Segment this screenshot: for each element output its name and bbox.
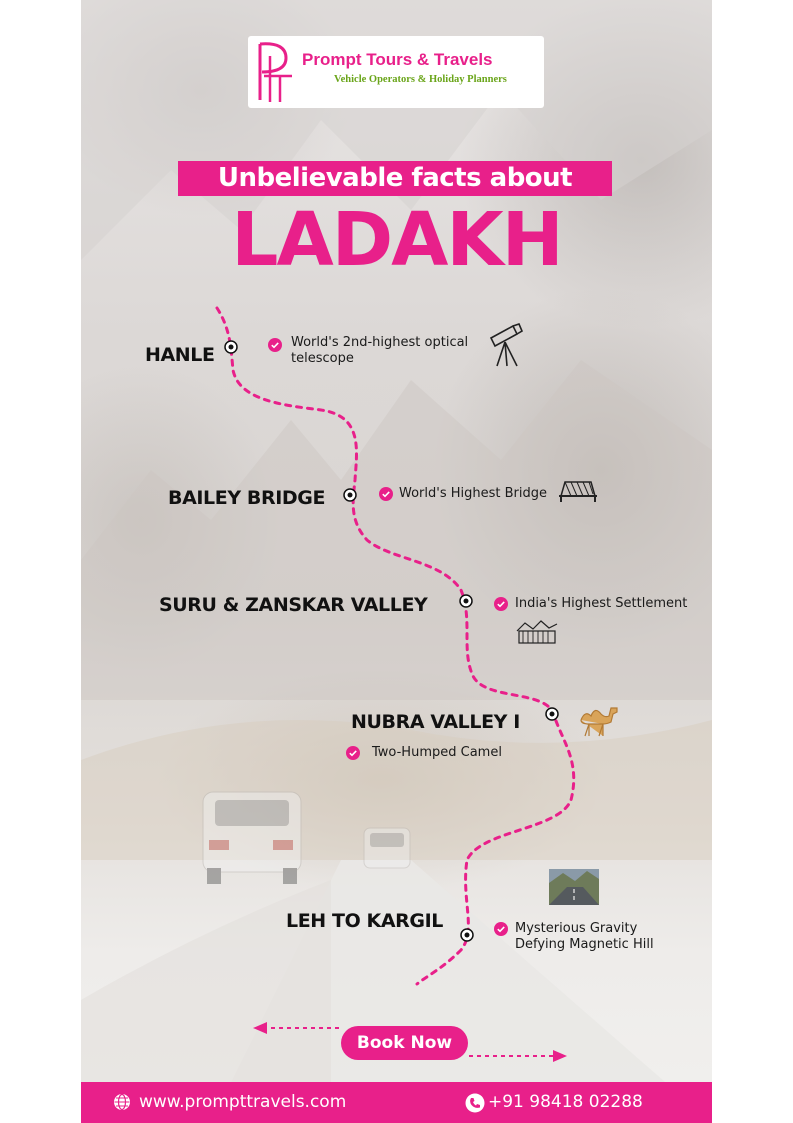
check-circle-icon <box>268 338 282 352</box>
magnetic-hill-photo <box>549 869 599 905</box>
settlement-icon <box>515 619 559 645</box>
camel-icon <box>577 702 621 738</box>
place-suru-zanskar: SURU & ZANSKAR VALLEY <box>159 594 428 616</box>
check-circle-icon <box>379 487 393 501</box>
place-nubra-valley: NUBRA VALLEY I <box>351 711 520 733</box>
route-dot-icon <box>459 594 473 608</box>
poster <box>81 0 712 1123</box>
check-circle-icon <box>494 597 508 611</box>
brand-tagline: Vehicle Operators & Holiday Planners <box>334 74 507 85</box>
phone-number[interactable]: +91 98418 02288 <box>488 1092 643 1112</box>
fact-line: Defying Magnetic Hill <box>515 937 654 952</box>
place-hanle: HANLE <box>145 344 215 366</box>
book-now-button[interactable]: Book Now <box>341 1026 468 1060</box>
page-title: LADAKH <box>231 197 562 283</box>
fact-nubra-valley: Two-Humped Camel <box>372 745 502 760</box>
bridge-icon <box>557 476 599 504</box>
place-bailey-bridge: BAILEY BRIDGE <box>168 487 326 509</box>
website-link[interactable]: www.prompttravels.com <box>139 1092 347 1112</box>
brand-name: Prompt Tours & Travels <box>302 50 493 69</box>
route-path <box>81 0 712 1123</box>
fact-hanle: World's 2nd-highest optical telescope <box>291 335 469 366</box>
footer-bar <box>81 1082 712 1123</box>
route-dot-icon <box>343 488 357 502</box>
route-dot-icon <box>545 707 559 721</box>
place-leh-to-kargil: LEH TO KARGIL <box>286 910 443 932</box>
fact-suru-zanskar: India's Highest Settlement <box>515 596 688 611</box>
telescope-icon <box>485 320 525 370</box>
route-dot-icon <box>460 928 474 942</box>
phone-icon <box>465 1093 485 1113</box>
check-circle-icon <box>346 746 360 760</box>
fact-bailey-bridge: World's Highest Bridge <box>399 486 547 501</box>
fact-leh-to-kargil <box>515 921 654 953</box>
fact-line: Mysterious Gravity <box>515 921 638 936</box>
check-circle-icon <box>494 922 508 936</box>
globe-icon <box>113 1093 131 1111</box>
route-dot-icon <box>224 340 238 354</box>
headline: Unbelievable facts about <box>217 163 573 193</box>
